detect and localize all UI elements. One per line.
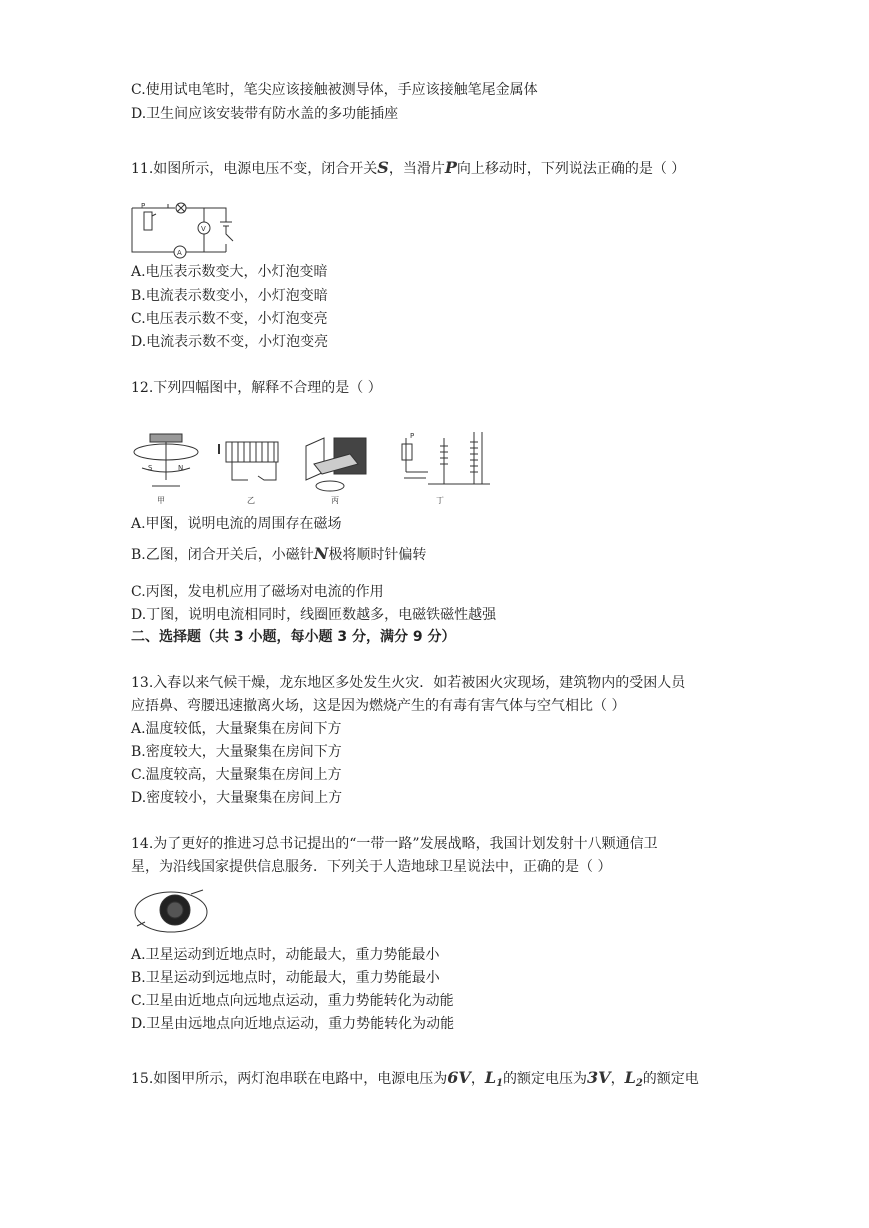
q11-circuit-figure: [130, 196, 242, 260]
q12-option-b-text-b: 极将顺时针偏转: [328, 547, 427, 563]
q15-text-c: 的额定电压为: [503, 1071, 588, 1087]
q13-stem-line-1: 13.入春以来气候干燥，龙东地区多处发生火灾．如若被困火灾现场，建筑物内的受困人员: [131, 675, 686, 691]
q15-text-d: ，: [610, 1071, 625, 1087]
q11-fig-v: V: [201, 225, 206, 233]
q11-fig-a: A: [177, 249, 182, 257]
question-12-stem: 12.下列四幅图中，解释不合理的是（ ）: [131, 380, 382, 396]
q12-fig-p: P: [410, 432, 415, 440]
q12-var-n: N: [313, 544, 329, 563]
q12-label-yi: 乙: [247, 496, 255, 505]
option-c-prev: C.使用试电笔时，笔尖应该接触被测导体，手应该接触笔尾金属体: [131, 82, 538, 98]
q11-text-c: 向上移动时，下列说法正确的是（ ）: [456, 161, 686, 177]
q12-label-ding: 丁: [436, 496, 444, 505]
q13-option-b: B.密度较大，大量聚集在房间下方: [131, 744, 342, 760]
q12-four-figures: [128, 424, 494, 508]
q15-var-l1-sub: 1: [496, 1078, 504, 1089]
q12-fig-s: S: [148, 464, 153, 472]
q15-text-a: 15.如图甲所示，两灯泡串联在电路中，电源电压为: [131, 1071, 448, 1087]
question-11-stem: [131, 158, 685, 179]
q11-option-b: B.电流表示数变小，小灯泡变暗: [131, 288, 328, 304]
q11-fig-p: P: [141, 202, 146, 210]
q14-option-d: D.卫星由远地点向近地点运动，重力势能转化为动能: [131, 1016, 455, 1032]
q14-option-a: A.卫星运动到近地点时，动能最大，重力势能最小: [131, 947, 440, 963]
q12-fig-n: N: [178, 464, 184, 472]
q13-option-c: C.温度较高，大量聚集在房间上方: [131, 767, 342, 783]
q12-option-b-text-a: B.乙图，闭合开关后，小磁针: [131, 547, 314, 563]
q12-option-a: A.甲图，说明电流的周围存在磁场: [131, 516, 342, 532]
q14-satellite-orbit-figure: [131, 886, 213, 938]
q15-stem: [131, 1068, 699, 1094]
q15-text-e: 的额定电: [642, 1071, 699, 1087]
q12-option-d: D.丁图，说明电流相同时，线圈匝数越多，电磁铁磁性越强: [131, 607, 497, 623]
option-d-prev: D.卫生间应该安装带有防水盖的多功能插座: [131, 106, 399, 122]
q15-var-6v: 6V: [447, 1068, 471, 1087]
q12-label-bing: 丙: [331, 496, 339, 505]
q14-stem-line-2: 星，为沿线国家提供信息服务．下列关于人造地球卫星说法中，正确的是（ ）: [131, 859, 612, 875]
q14-option-c: C.卫星由近地点向远地点运动，重力势能转化为动能: [131, 993, 454, 1009]
q12-option-b: [131, 544, 426, 565]
q13-option-d: D.密度较小，大量聚集在房间上方: [131, 790, 343, 806]
q11-option-a: A.电压表示数变大，小灯泡变暗: [131, 264, 328, 280]
q13-stem-line-2: 应捂鼻、弯腰迅速撤离火场，这是因为燃烧产生的有毒有害气体与空气相比（ ）: [131, 698, 626, 714]
q15-var-l2: L: [624, 1068, 636, 1087]
q14-option-b: B.卫星运动到远地点时，动能最大，重力势能最小: [131, 970, 440, 986]
q14-stem-line-1: 14.为了更好的推进习总书记提出的“一带一路”发展战略，我国计划发射十八颗通信卫: [131, 836, 658, 852]
q11-var-s: S: [377, 158, 389, 177]
q15-text-b: ，: [470, 1071, 485, 1087]
q11-option-d: D.电流表示数不变，小灯泡变亮: [131, 334, 329, 350]
q12-label-jia: 甲: [157, 496, 165, 505]
section-2-heading: 二、选择题（共 3 小题，每小题 3 分，满分 9 分）: [131, 629, 456, 645]
q15-var-3v: 3V: [587, 1068, 611, 1087]
q13-option-a: A.温度较低，大量聚集在房间下方: [131, 721, 342, 737]
q11-option-c: C.电压表示数不变，小灯泡变亮: [131, 311, 328, 327]
q12-option-c: C.丙图，发电机应用了磁场对电流的作用: [131, 584, 384, 600]
q11-text-b: ，当滑片: [388, 161, 445, 177]
q11-var-p: P: [444, 158, 457, 177]
q15-var-l1: L: [484, 1068, 497, 1087]
q15-var-l2-sub: 2: [635, 1078, 643, 1089]
q11-text-a: 11.如图所示，电源电压不变，闭合开关: [131, 161, 378, 177]
